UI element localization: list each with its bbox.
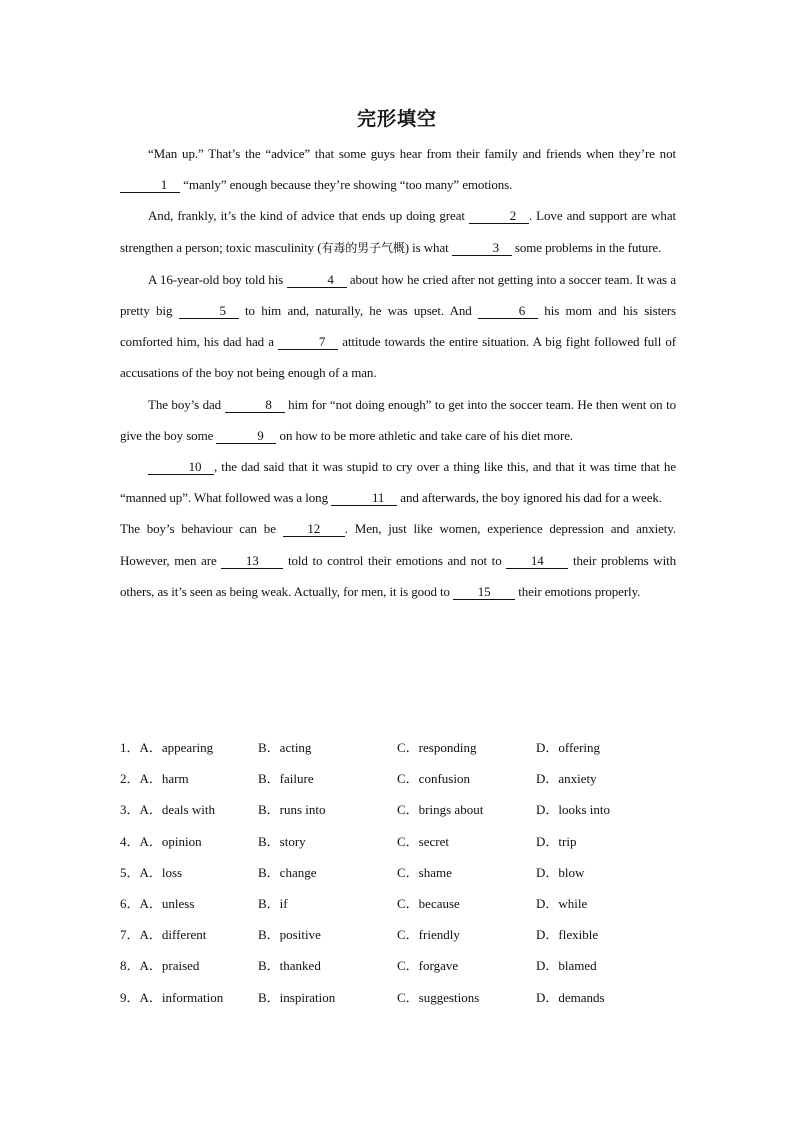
paragraph-4 <box>120 389 676 451</box>
option-a: 9．A．information <box>120 989 224 1005</box>
blank-1: 1 <box>120 177 180 193</box>
option-b: B．acting <box>258 740 312 756</box>
text: his mom and his sisters comforted him, his dad had a <box>120 303 676 350</box>
option-c: C．because <box>397 896 460 912</box>
option-d: D．offering <box>536 740 601 756</box>
blank-7: 7 <box>278 334 338 350</box>
blank-14: 14 <box>506 553 568 569</box>
question-row <box>120 731 680 762</box>
option-d: D．anxiety <box>536 771 597 787</box>
text: attitude towards the entire situation. A big fight followed full of accusations of the boy not being enough of a man. <box>120 334 677 381</box>
text: The boy’s behaviour can be <box>120 521 283 537</box>
text: some problems in the future. <box>511 239 662 255</box>
blank-12: 12 <box>283 521 345 537</box>
option-c: C．confusion <box>397 771 470 787</box>
option-d: D．trip <box>536 833 577 849</box>
option-a: 2．A．harm <box>120 771 189 787</box>
question-row <box>120 856 680 887</box>
text: “Man up.” That’s the “advice” that some guys hear from their family and friends when they’re not <box>148 146 676 161</box>
question-row <box>120 762 680 793</box>
question-row <box>120 981 680 1012</box>
question-row <box>120 825 680 856</box>
option-b: B．runs into <box>258 802 326 818</box>
paragraph-6 <box>120 513 676 607</box>
text: told to control their emotions and not to <box>283 552 507 568</box>
blank-10: 10 <box>148 459 214 475</box>
answer-options <box>120 731 680 1012</box>
option-c: C．secret <box>397 833 449 849</box>
text: about how he cried after not getting into a soccer team. It was a pretty big <box>120 271 676 319</box>
option-a: 7．A．different <box>120 927 207 943</box>
option-b: B．failure <box>258 771 314 787</box>
question-row <box>120 949 680 980</box>
option-a: 5．A．loss <box>120 864 183 880</box>
text: and afterwards, the boy ignored his dad for a week. <box>397 490 662 506</box>
blank-9: 9 <box>216 428 276 444</box>
paragraph-3 <box>120 264 676 389</box>
text: to him and, naturally, he was upset. And <box>238 303 478 319</box>
text: . Love and support are what strengthen a person; toxic masculinity ( <box>120 208 677 255</box>
blank-5: 5 <box>179 303 239 319</box>
blank-15: 15 <box>453 584 515 600</box>
text: . Men, just like women, experience depression and anxiety. However, men are <box>120 521 676 568</box>
option-a: 3．A．deals with <box>120 802 215 818</box>
text: A 16-year-old boy told his <box>148 271 287 287</box>
question-row <box>120 887 680 918</box>
paragraph-5 <box>120 451 676 513</box>
option-a: 1．A．appearing <box>120 740 214 756</box>
text: their emotions properly. <box>515 583 641 599</box>
option-b: B．story <box>258 833 306 849</box>
blank-8: 8 <box>225 397 285 413</box>
option-c: C．brings about <box>397 802 484 818</box>
blank-6: 6 <box>478 303 538 319</box>
option-b: B．inspiration <box>258 989 336 1005</box>
blank-11: 11 <box>331 490 397 506</box>
option-a: 4．A．opinion <box>120 833 202 849</box>
blank-13: 13 <box>221 553 283 569</box>
option-a: 6．A．unless <box>120 896 195 912</box>
text: , the dad said that it was stupid to cry over a thing like this, and that it was time that he “manned up”. What followed was a long <box>120 459 676 506</box>
blank-4: 4 <box>287 272 347 288</box>
option-c: C．friendly <box>397 927 460 943</box>
question-row <box>120 918 680 949</box>
option-b: B．if <box>258 896 288 912</box>
text: him for “not doing enough” to get into the soccer team. He then went on to give the boy some <box>120 396 676 443</box>
text: on how to be more athletic and take care of his diet more. <box>276 427 574 443</box>
paragraph-2 <box>120 200 676 263</box>
option-d: D．blamed <box>536 958 597 974</box>
option-c: C．forgave <box>397 958 459 974</box>
chinese-gloss: 有毒的男子气概 <box>321 240 405 255</box>
page-title: 完形填空 <box>356 108 437 130</box>
option-b: B．thanked <box>258 958 321 974</box>
option-d: D．looks into <box>536 802 611 818</box>
text: “manly” enough because they’re showing “too many” emotions. <box>180 177 513 193</box>
option-d: D．while <box>536 896 588 912</box>
option-c: C．suggestions <box>397 989 480 1005</box>
option-d: D．demands <box>536 989 605 1005</box>
option-d: D．flexible <box>536 927 599 943</box>
question-row <box>120 793 680 824</box>
option-d: D．blow <box>536 864 585 880</box>
option-c: C．shame <box>397 864 452 880</box>
paragraph-1 <box>120 138 676 200</box>
option-a: 8．A．praised <box>120 958 200 974</box>
text: And, frankly, it’s the kind of advice that ends up doing great <box>148 208 469 224</box>
blank-3: 3 <box>452 240 512 256</box>
text: ) is what <box>404 239 452 255</box>
option-b: B．change <box>258 864 317 880</box>
option-b: B．positive <box>258 927 321 943</box>
blank-2: 2 <box>469 208 529 224</box>
text: The boy’s dad <box>148 396 225 412</box>
passage <box>120 138 676 607</box>
option-c: C．responding <box>397 740 477 756</box>
text: their problems with others, as it’s seen as being weak. Actually, for men, it is good to <box>120 552 676 599</box>
